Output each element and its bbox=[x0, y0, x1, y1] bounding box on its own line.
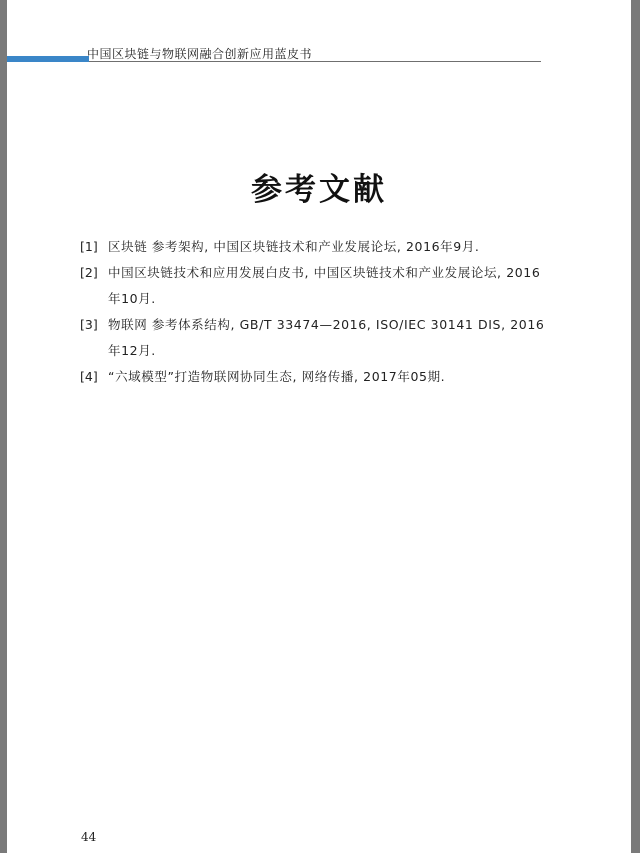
reference-text: 中国区块链技术和应用发展白皮书, 中国区块链技术和产业发展论坛, 2016年10月. bbox=[108, 265, 541, 306]
reference-text: 区块链 参考架构, 中国区块链技术和产业发展论坛, 2016年9月. bbox=[108, 239, 480, 254]
page-number: 44 bbox=[81, 830, 97, 844]
header-accent-bar bbox=[7, 56, 89, 62]
document-page bbox=[7, 0, 631, 853]
reference-item bbox=[80, 364, 548, 390]
reference-number: [3] bbox=[80, 317, 98, 332]
reference-number: [2] bbox=[80, 265, 98, 280]
reference-item bbox=[80, 234, 548, 260]
reference-text: 物联网 参考体系结构, GB/T 33474—2016, ISO/IEC 30141 DIS, 2016年12月. bbox=[108, 317, 545, 358]
section-title: 参考文献 bbox=[251, 172, 387, 208]
running-header-title: 中国区块链与物联网融合创新应用蓝皮书 bbox=[87, 47, 313, 61]
reference-number: [4] bbox=[80, 369, 98, 384]
reference-list bbox=[80, 234, 548, 390]
reference-item bbox=[80, 312, 548, 364]
reference-text: “六域模型”打造物联网协同生态, 网络传播, 2017年05期. bbox=[108, 369, 446, 384]
reference-item bbox=[80, 260, 548, 312]
reference-number: [1] bbox=[80, 239, 98, 254]
